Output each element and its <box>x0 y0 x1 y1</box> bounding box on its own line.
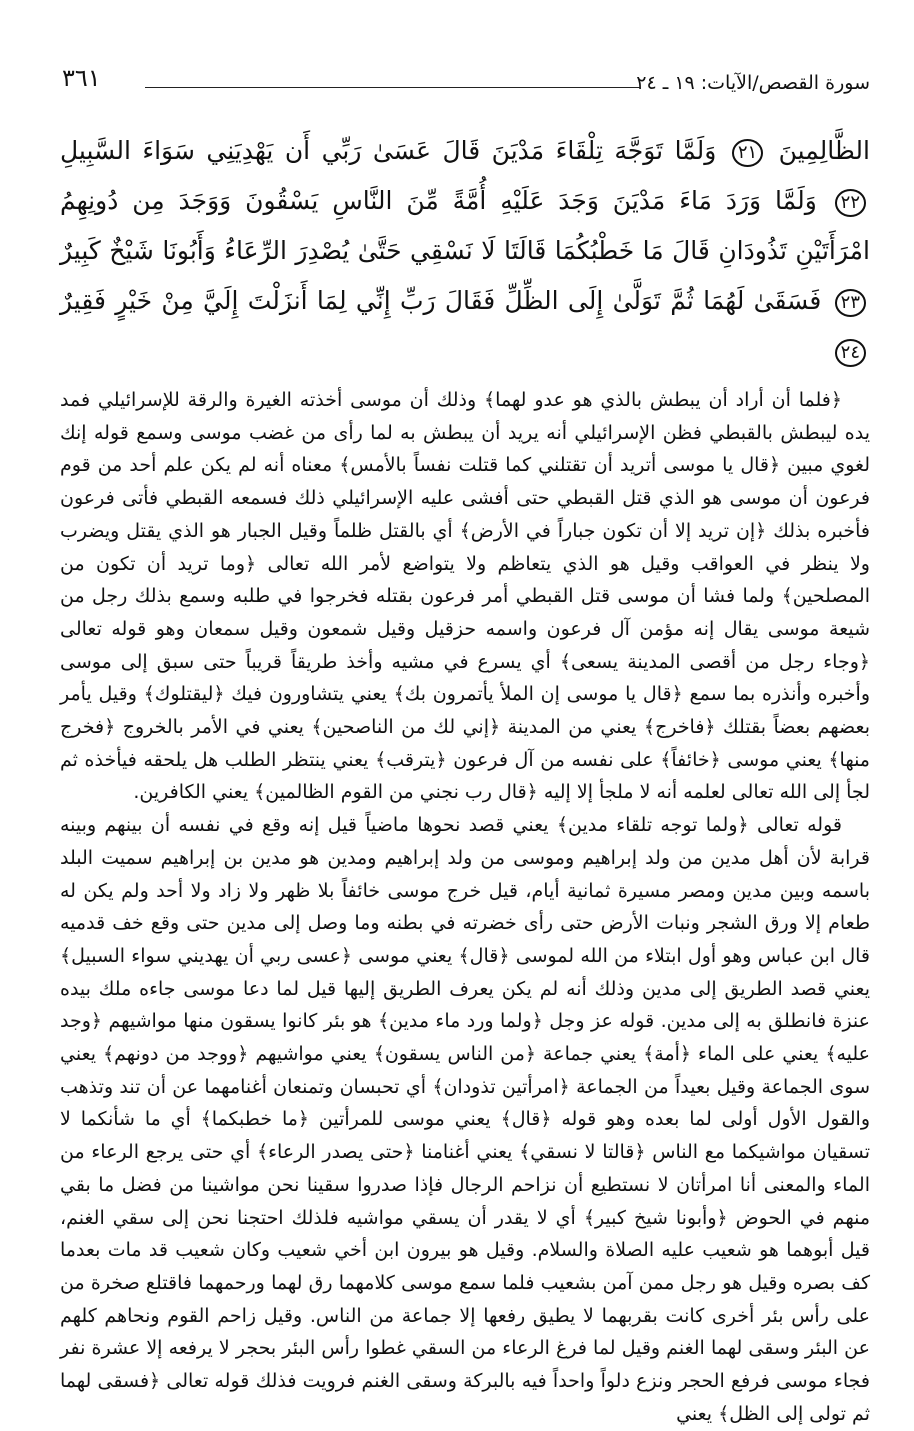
page-header <box>60 60 870 100</box>
ayah-number-mark: ٢١ <box>732 139 763 167</box>
ayah-number-mark: ٢٣ <box>835 289 866 317</box>
verse-text: الظَّالِمِينَ <box>778 136 870 165</box>
page-number: ٣٦١ <box>62 64 101 92</box>
running-head: سورة القصص/الآيات: ١٩ ـ ٢٤ <box>636 72 870 94</box>
verse-text: وَلَمَّا وَرَدَ مَاءَ مَدْيَنَ وَجَدَ عَلَيْهِ أُمَّةً مِّنَ النَّاسِ يَسْقُونَ وَوَجَدَ مِن دُونِهِمُ امْرَأَتَيْنِ تَذُودَانِ قَالَ مَا خَطْبُكُمَا قَالَتَا لَا نَسْقِي حَتَّىٰ يُصْدِرَ الرِّعَاءُ وَأَبُونَا شَيْخٌ كَبِيرٌ <box>60 186 870 265</box>
header-rule <box>145 87 640 88</box>
tafsir-paragraph: قوله تعالى ﴿ولما توجه تلقاء مدين﴾ يعني قصد نحوها ماضياً قيل إنه وقع في نفسه أن بينهم وبينه قرابة لأن أهل مدين من ولد إبراهيم وموسى من ولد إبراهيم ومدين هو مدين بن إبراهيم سميت البلد باسمه وبين مدين ومصر مسيرة ثمانية أيام، قيل خرج موسى خائفاً بلا ظهر ولا زاد ولا أحد ولم يكن له طعام إلا ورق الشجر ونبات الأرض حتى رأى خضرته في بطنه وما وصل إلى مدين حتى وقع خف قدميه قال ابن عباس وهو أول ابتلاء من الله لموسى ﴿قال﴾ يعني موسى ﴿عسى ربي أن يهديني سواء السبيل﴾ يعني قصد الطريق إلى مدين وذلك أنه لم يكن يعرف الطريق إليها قيل لما دعا موسى جاءه ملك بيده عنزة فانطلق به إلى مدين. قوله عز وجل ﴿ولما ورد ماء مدين﴾ هو بئر كانوا يسقون منها مواشيهم ﴿وجد عليه﴾ يعني على الماء ﴿أمة﴾ يعني جماعة ﴿من الناس يسقون﴾ يعني مواشيهم ﴿ووجد من دونهم﴾ يعني سوى الجماعة وقيل بعيداً من الجماعة ﴿امرأتين تذودان﴾ أي تحبسان وتمنعان أغنامهما عن أن تند وتذهب والقول الأول أولى لما بعده وهو قوله ﴿قال﴾ يعني موسى للمرأتين ﴿ما خطبكما﴾ أي ما شأنكما لا تسقيان مواشيكما مع الناس ﴿قالتا لا نسقي﴾ يعني أغنامنا ﴿حتى يصدر الرعاء﴾ أي حتى يرجع الرعاء من الماء والمعنى أنا امرأتان لا نستطيع أن نزاحم الرجال فإذا صدروا سقينا نحن مواشينا من فضل ما بقي منهم في الحوض ﴿وأبونا شيخ كبير﴾ أي لا يقدر أن يسقي مواشيه فلذلك احتجنا نحن إلى سقي الغنم، قيل أبوهما هو شعيب عليه الصلاة والسلام. وقيل هو بيرون ابن أخي شعيب وكان شعيب قد مات بعدما كف بصره وقيل هو رجل ممن آمن بشعيب فلما سمع موسى كلامهما رق لهما ورحمهما فاقتلع صخرة من على رأس بئر أخرى كانت بقربهما لا يطيق رفعها إلا جماعة من الناس. وقيل زاحم القوم ونحاهم كلهم عن البئر وسقى لهما الغنم وقيل لما فرغ الرعاء من السقي غطوا رأس البئر بحجر لا يرفعه إلا عشرة نفر فجاء موسى فرفع الحجر ونزع دلواً واحداً فيه بالبركة وسقى الغنم فرويت فذلك قوله تعالى ﴿فسقى لهما ثم تولى إلى الظل﴾ يعني <box>60 814 870 1425</box>
quran-verses <box>60 126 870 384</box>
verse-text: وَلَمَّا تَوَجَّهَ تِلْقَاءَ مَدْيَنَ قَالَ عَسَىٰ رَبِّي أَن يَهْدِيَنِي سَوَاءَ السَّبِيلِ <box>60 136 717 165</box>
verse-text: فَسَقَىٰ لَهُمَا ثُمَّ تَوَلَّىٰ إِلَى الظِّلِّ فَقَالَ رَبِّ إِنِّي لِمَا أَنزَلْتَ إِلَيَّ مِنْ خَيْرٍ فَقِيرٌ <box>60 286 822 315</box>
tafsir-paragraph: ﴿فلما أن أراد أن يبطش بالذي هو عدو لهما﴾ وذلك أن موسى أخذته الغيرة والرقة للإسرائيلي فمد يده ليبطش بالقبطي فظن الإسرائيلي أنه يريد أن يبطش به لما رأى من غضب موسى وسمع قوله إنك لغوي مبين ﴿قال يا موسى أتريد أن تقتلني كما قتلت نفساً بالأمس﴾ معناه أنه لم يكن علم أحد من قوم فرعون أن موسى هو الذي قتل القبطي حتى أفشى عليه الإسرائيلي ذلك فسمعه القبطي فأتى فرعون فأخبره بذلك ﴿إن تريد إلا أن تكون جباراً في الأرض﴾ أي بالقتل ظلماً وقيل الجبار هو الذي يقتل ويضرب ولا ينظر في العواقب وقيل هو الذي يتعاظم ولا يتواضع لأمر الله تعالى ﴿وما تريد أن تكون من المصلحين﴾ ولما فشا أن موسى قتل القبطي أمر فرعون بقتله فخرجوا في طلبه وسمع بذلك رجل من شيعة موسى يقال إنه مؤمن آل فرعون واسمه حزقيل وقيل شمعون وقيل سمعان وهو قوله تعالى ﴿وجاء رجل من أقصى المدينة يسعى﴾ أي يسرع في مشيه وأخذ طريقاً قريباً حتى سبق إلى موسى وأخبره وأنذره بما سمع ﴿قال يا موسى إن الملأ يأتمرون بك﴾ يعني يتشاورون فيك ﴿ليقتلوك﴾ وقيل يأمر بعضهم بعضاً بقتلك ﴿فاخرج﴾ يعني من المدينة ﴿إني لك من الناصحين﴾ يعني في الأمر بالخروج ﴿فخرج منها﴾ يعني موسى ﴿خائفاً﴾ على نفسه من آل فرعون ﴿يترقب﴾ يعني ينتظر الطلب هل يلحقه فيأخذه ثم لجأ إلى الله تعالى لعلمه أنه لا ملجأ إلا إليه ﴿قال رب نجني من القوم الظالمين﴾ يعني الكافرين. <box>60 389 870 804</box>
ayah-number-mark: ٢٢ <box>835 189 866 217</box>
tafsir-commentary <box>60 384 870 1431</box>
document-page <box>60 60 870 1425</box>
ayah-number-mark: ٢٤ <box>835 339 866 367</box>
